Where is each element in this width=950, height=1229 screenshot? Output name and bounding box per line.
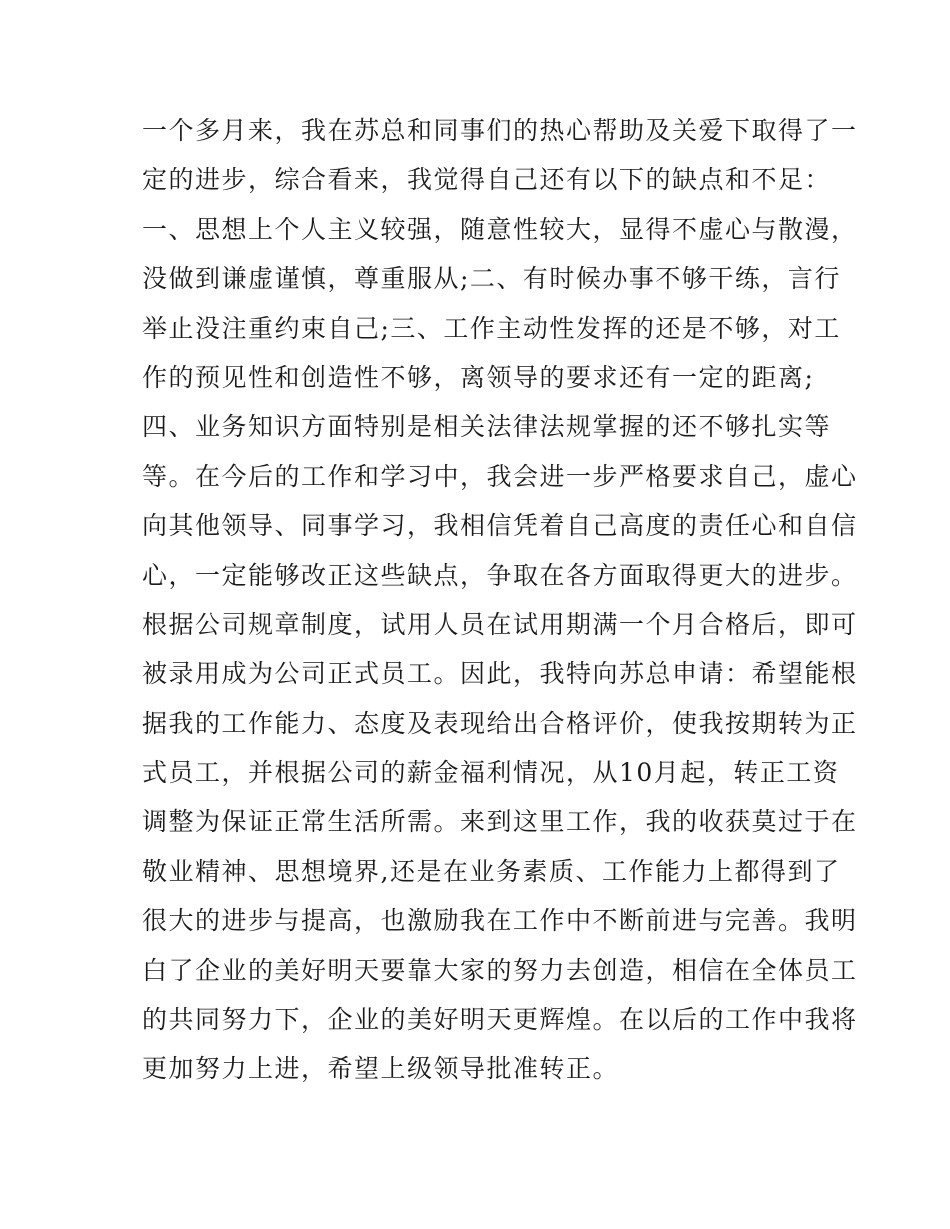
text-line: 定的进步，综合看来，我觉得自己还有以下的缺点和不足： <box>142 165 832 195</box>
text-line: 的共同努力下，企业的美好明天更辉煌。在以后的工作中我将 <box>142 1005 858 1035</box>
text-line: 作的预见性和创造性不够，离领导的要求还有一定的距离; <box>142 362 815 392</box>
body-text <box>142 106 858 1094</box>
text-line: 被录用成为公司正式员工。因此，我特向苏总申请：希望能根 <box>142 659 858 689</box>
text-line: 更加努力上进，希望上级领导批准转正。 <box>142 1054 620 1084</box>
text-line: 一个多月来，我在苏总和同事们的热心帮助及关爱下取得了一 <box>142 116 858 145</box>
text-line: 白了企业的美好明天要靠大家的努力去创造，相信在全体员工 <box>142 955 858 985</box>
text-line: 敬业精神、思想境界,还是在业务素质、工作能力上都得到了 <box>142 856 841 886</box>
text-line: 四、业务知识方面特别是相关法律法规掌握的还不够扎实等 <box>142 412 832 442</box>
text-line: 举止没注重约束自己;三、工作主动性发挥的还是不够，对工 <box>142 313 841 343</box>
text-line: 调整为保证正常生活所需。来到这里工作，我的收获莫过于在 <box>142 807 858 837</box>
text-line: 很大的进步与提高，也激励我在工作中不断前进与完善。我明 <box>142 906 858 936</box>
text-line: 式员工，并根据公司的薪金福利情况，从10月起，转正工资 <box>142 758 840 788</box>
text-line: 一、思想上个人主义较强，随意性较大，显得不虚心与散漫， <box>142 214 858 244</box>
text-line: 没做到谦虚谨慎，尊重服从;二、有时候办事不够干练，言行 <box>142 264 841 294</box>
text-line: 心，一定能够改正这些缺点，争取在各方面取得更大的进步。 <box>142 560 858 590</box>
text-line: 向其他领导、同事学习，我相信凭着自己高度的责任心和自信 <box>142 511 858 541</box>
text-line: 等。在今后的工作和学习中，我会进一步严格要求自己，虚心 <box>142 461 858 491</box>
text-line: 据我的工作能力、态度及表现给出合格评价，使我按期转为正 <box>142 708 858 738</box>
text-line: 根据公司规章制度，试用人员在试用期满一个月合格后，即可 <box>142 609 858 639</box>
